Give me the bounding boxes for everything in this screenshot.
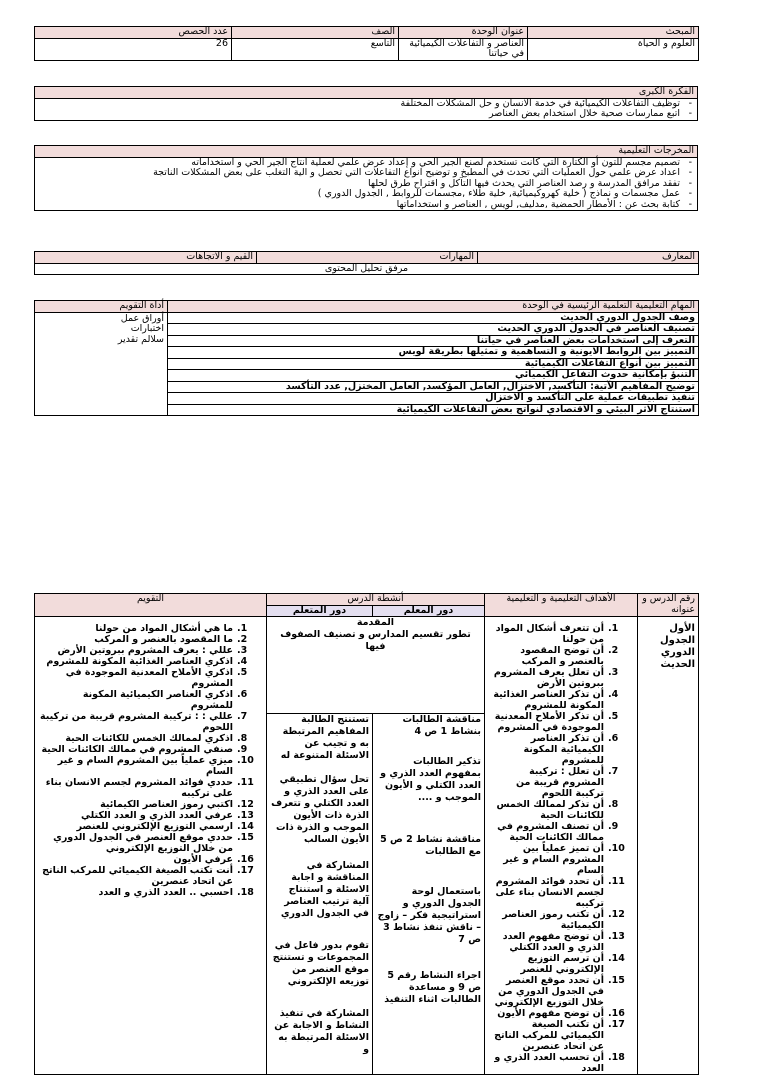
- subject-value: العلوم و الحياة: [528, 38, 699, 60]
- task-item: توضيح المفاهيم الآتية: التأكسد, الاختزال, العامل المؤكسد, العامل المختزل, عدد التأكسد: [168, 381, 699, 393]
- evaluation-tool: اختبارات: [130, 323, 164, 334]
- activities-header: أنشطة الدرس: [267, 594, 485, 606]
- task-item: تصنيف العناصر في الجدول الدوري الحديث: [168, 324, 699, 336]
- evaluation-item-text: ما هي أشكال المواد من حولنا: [95, 623, 233, 634]
- teacher-role-header: دور المعلم: [373, 605, 485, 617]
- objective-item-text: أن تعلل يعرف المشروم ببروتين الأرض: [493, 667, 604, 689]
- evaluation-item: [38, 865, 263, 887]
- student-activity: تستنتج الطالبة المفاهيم المرتبطة به و تجيب عن الاسئلة المتنوعة له: [280, 714, 369, 761]
- task-item: التمييز بين الروابط الايونية و التساهمية و تمثيلها بطريقة لويس: [168, 347, 699, 359]
- evaluation-item: [38, 832, 263, 854]
- objective-item-text: أن تذكر لممالك الخمس للكائنات الحية: [496, 799, 604, 821]
- knowledge-label: المعارف: [478, 252, 699, 264]
- lesson-number-header: رقم الدرس و عنوانه: [638, 594, 699, 617]
- evaluation-item-text: اكتبي رموز العناصر الكيمائية: [100, 799, 233, 810]
- teacher-activity: تذكير الطالبات بمفهوم العدد الذري و العدد الكتلي و الأيون الموجب و ....: [380, 756, 481, 803]
- objective-item: [488, 711, 634, 733]
- intro-label: المقدمة: [356, 617, 395, 628]
- evaluation-item-number: 3.: [237, 645, 248, 656]
- objective-item-number: 15.: [608, 975, 625, 986]
- objective-item-number: 10.: [608, 843, 625, 854]
- evaluation-item-text: احسبي .. العدد الذري و العدد: [98, 887, 233, 898]
- classes-label: عدد الحصص: [35, 27, 232, 39]
- objective-item: [488, 733, 634, 766]
- objective-item-text: أن ترسم التوزيع الإلكتروني للعنصر: [520, 953, 604, 975]
- evaluation-item-text: عللي : : تركيبة المشروم قريبة من تركيبة اللحوم: [39, 711, 233, 733]
- lesson-table: [34, 593, 699, 1075]
- objective-item-text: أن تحسب العدد الذري و العدد: [494, 1052, 604, 1074]
- objective-item-text: أن تذكر العناصر الكيميائية المكونة للمشروم: [523, 733, 604, 766]
- subject-label: المبحث: [528, 27, 699, 39]
- output-item: - تفقد مرافق المدرسة و رصد العناصر التي يحدث فيها التآكل و اقتراح طرق لحلها: [38, 179, 680, 190]
- objective-item-text: أن تتعرف أشكال المواد من حولنا: [495, 623, 604, 645]
- evaluation-item-number: 12.: [237, 799, 254, 810]
- evaluation-item: [38, 634, 263, 645]
- objective-item-number: 12.: [608, 909, 625, 920]
- evaluation-item-number: 8.: [237, 733, 248, 744]
- evaluation-item-text: حددي فوائد المشروم لجسم الانسان بناء على تركيبه: [45, 777, 233, 799]
- objective-item: [488, 975, 634, 1008]
- evaluation-item: [38, 689, 263, 711]
- evaluation-item-number: 4.: [237, 656, 248, 667]
- objective-item-text: أن تحدد موقع العنصر في الجدول الدوري من خلال التوزيع الإلكتروني: [494, 975, 604, 1008]
- objective-item-text: أن تصنف المشروم في ممالك الكائنات الحية: [497, 821, 604, 843]
- evaluation-header: التقويم: [35, 594, 267, 617]
- task-item: تنفيذ تطبيقات عملية على التأكسد و الاختزال: [168, 393, 699, 405]
- evaluation-item-text: أنت تكتب الصيغة الكيميائي للمركب الناتج عن اتحاد عنصرين: [42, 865, 233, 887]
- objective-item-text: أن تكتب الصيغة الكيميائي للمركب الناتج عن اتحاد عنصرين: [494, 1019, 604, 1052]
- evaluation-item: [38, 733, 263, 744]
- evaluation-item-text: اذكري العناصر الغذائية المكونة للمشروم: [46, 656, 233, 667]
- evaluation-item-number: 13.: [237, 810, 254, 821]
- output-item: - كتابة بحث عن : الأمطار الحمضية ,مدليف, لويس , العناصر و استخداماتها: [38, 200, 680, 211]
- big-idea-header: الفكرة الكبرى: [35, 87, 698, 99]
- student-activity: المشاركة في المناقشة و اجابة الاسئلة و استنتاج آلية ترتيب العناصر في الجدول الدوري: [280, 860, 369, 919]
- grade-label: الصف: [232, 27, 399, 39]
- student-activity: تحل سؤال تطبيقي على العدد الذري و العدد الكتلي و تتعرف الذرة ذات الأيون الموجب و الذرة ذات الأيون السالب: [271, 774, 369, 845]
- knowledge-table: [34, 251, 699, 275]
- objective-item: [488, 843, 634, 876]
- evaluation-item-number: 10.: [237, 755, 254, 766]
- evaluation-item: [38, 799, 263, 810]
- evaluation-tool-header: أداة التقويم: [35, 301, 168, 313]
- objective-item-number: 3.: [608, 667, 619, 678]
- output-item: - عمل مجسمات و نماذج ( خلية كهروكيميائية, خلية طلاء ,مجسمات للروابط , الجدول الدوري ): [38, 189, 680, 200]
- evaluation-item: [38, 711, 263, 733]
- big-idea-table: [34, 86, 698, 121]
- evaluation-item-text: عرفي الأيون: [173, 854, 233, 865]
- output-item: - تصميم مجسم للتون أو الكتارة التي كانت تستخدم لصنع الجير الحي و إعداد عرض علمي لعملية انتاج الجير الحي و استخداماته: [38, 158, 680, 169]
- evaluation-item: [38, 645, 263, 656]
- objective-item-number: 5.: [608, 711, 619, 722]
- evaluation-item-number: 18.: [237, 887, 254, 898]
- evaluation-item: [38, 887, 263, 898]
- evaluation-tool: سلالم تقدير: [117, 333, 164, 345]
- objective-item-text: أن توضح مفهوم العدد الذري و العدد الكتلي: [502, 931, 604, 953]
- objective-item-number: 11.: [608, 876, 625, 887]
- evaluation-item-number: 15.: [237, 832, 254, 843]
- skills-label: المهارات: [257, 252, 478, 264]
- objective-item-number: 17.: [608, 1019, 625, 1030]
- evaluation-item-number: 2.: [237, 634, 248, 645]
- lesson-title: الأول الجدول الدوري الحديث: [638, 617, 699, 1075]
- student-activity: تقوم بدور فاعل في المجموعات و تستنتج موقع العنصر من توزيعه الإلكتروني: [272, 940, 369, 987]
- content-analysis-attachment: مرفق تحليل المحتوى: [35, 263, 699, 275]
- evaluation-item-number: 11.: [237, 777, 254, 788]
- evaluation-item: [38, 755, 263, 777]
- objective-item: [488, 766, 634, 799]
- big-idea-list: [38, 99, 694, 120]
- evaluation-item-text: عللي : يعرف المشروم ببروتين الأرض: [57, 645, 233, 656]
- outputs-list: [38, 158, 694, 211]
- objective-item-number: 7.: [608, 766, 619, 777]
- objective-item: [488, 909, 634, 931]
- objective-item-number: 13.: [608, 931, 625, 942]
- objective-item-text: أن تكتب رموز العناصر الكيميائية: [502, 909, 604, 931]
- evaluation-item-text: اذكري العناصر الكيميائية المكونة للمشروم: [82, 689, 233, 711]
- objective-item: [488, 799, 634, 821]
- objective-item-text: أن تحدد فوائد المشروم لجسم الانسان بناء على تركيبه: [495, 876, 604, 909]
- objective-item: [488, 667, 634, 689]
- big-idea-item: - توظيف التفاعلات الكيميائية في خدمة الانسان و حل المشكلات المختلفة: [38, 99, 680, 110]
- evaluation-item-number: 16.: [237, 854, 254, 865]
- teacher-activity: باستعمال لوحة الجدول الدوري و استراتيجية فكر – زاوج – ناقش تنفذ نشاط 3 ص 7: [377, 886, 481, 945]
- objective-item-text: أن تذكر الأملاح المعدنية الموجودة في المشروم: [494, 711, 604, 733]
- evaluation-item: [38, 623, 263, 634]
- evaluation-item-number: 17.: [237, 865, 254, 876]
- classes-value: 26: [35, 38, 232, 60]
- evaluation-item: [38, 854, 263, 865]
- student-role-header: دور المتعلم: [267, 605, 373, 617]
- teacher-activity: اجراء النشاط رقم 5 ص 9 و مساعدة الطالبات اثناء التنفيذ: [384, 970, 481, 1005]
- objective-item: [488, 1008, 634, 1019]
- evaluation-item-number: 14.: [237, 821, 254, 832]
- big-idea-item: - اتبع ممارسات صحية خلال استخدام بعض العناصر: [38, 109, 680, 120]
- teacher-activity: مناقشة الطالبات بنشاط 1 ص 4: [402, 714, 481, 737]
- output-item: - اعداد عرض علمي حول العمليات التي تحدث في المطبخ و توضيح انواع التفاعلات التي تحصل و الية التغلب على بعض المشكلات الناتجة: [38, 168, 680, 179]
- evaluation-item-text: ارسمي التوزيع الإلكتروني للعنصر: [76, 821, 233, 832]
- objective-item-text: أن تعلل : تركيبة المشروم قريبة من تركيبة اللحوم: [515, 766, 604, 799]
- evaluation-item: [38, 810, 263, 821]
- evaluation-item: [38, 667, 263, 689]
- evaluation-item-text: صنفي المشروم في ممالك الكائنات الحية: [41, 744, 233, 755]
- evaluation-item-number: 5.: [237, 667, 248, 678]
- evaluation-item: [38, 744, 263, 755]
- objective-item: [488, 689, 634, 711]
- objective-item-number: 18.: [608, 1052, 625, 1063]
- objective-item-number: 9.: [608, 821, 619, 832]
- tasks-table: [34, 300, 699, 416]
- evaluation-item-text: عرفي العدد الذري و العدد الكتلي: [81, 810, 233, 821]
- evaluation-item-text: ما المقصود بالعنصر و المركب: [94, 634, 233, 645]
- objective-item: [488, 931, 634, 953]
- objective-item-number: 2.: [608, 645, 619, 656]
- objectives-header: الأهداف التعليمية و التعليمية: [485, 594, 638, 617]
- evaluation-item: [38, 656, 263, 667]
- grade-value: التاسع: [232, 38, 399, 60]
- evaluation-item-number: 9.: [237, 744, 248, 755]
- evaluation-item-number: 6.: [237, 689, 248, 700]
- outputs-table: [34, 145, 698, 211]
- objective-item-number: 14.: [608, 953, 625, 964]
- objective-item: [488, 876, 634, 909]
- unit-title-value: العناصر و التفاعلات الكيميائية في حياتنا: [399, 38, 528, 60]
- task-item: وصف الجدول الدوري الحديث: [168, 312, 699, 324]
- objective-item: [488, 1052, 634, 1074]
- objective-item: [488, 645, 634, 667]
- evaluation-item-text: ميزي عملياً بين المشروم السام و غير السام: [57, 755, 233, 777]
- evaluation-item-text: اذكري الأملاح المعدنية الموجودة في المشروم: [65, 667, 233, 689]
- evaluation-item-number: 1.: [237, 623, 248, 634]
- objective-item-number: 8.: [608, 799, 619, 810]
- objectives-list: [488, 623, 634, 1074]
- objective-item-text: أن توضح المقصود بالعنصر و المركب: [520, 645, 604, 667]
- unit-title-label: عنوان الوحدة: [399, 27, 528, 39]
- evaluation-item-number: 7.: [237, 711, 248, 722]
- evaluation-item: [38, 821, 263, 832]
- task-item: التنبؤ بإمكانية حدوث التفاعل الكيميائي: [168, 370, 699, 382]
- values-label: القيم و الاتجاهات: [35, 252, 257, 264]
- objective-item-number: 6.: [608, 733, 619, 744]
- evaluation-item-text: اذكري لممالك الخمس للكائنات الحية: [65, 733, 233, 744]
- objective-item-number: 1.: [608, 623, 619, 634]
- evaluation-item-text: حددي موقع العنصر في الجدول الدوري من خلال التوزيع الإلكتروني: [53, 832, 233, 854]
- objective-item-text: أن تميز عملياً بين المشروم السام و غير السام: [503, 843, 604, 876]
- intro-text: تطور تقسيم المدارس و تصنيف الصفوف فيها: [280, 629, 471, 652]
- evaluation-item: [38, 777, 263, 799]
- task-item: التعرف إلى استخدامات بعض العناصر في حياتنا: [168, 335, 699, 347]
- objective-item: [488, 821, 634, 843]
- objective-item-number: 16.: [608, 1008, 625, 1019]
- objective-item-text: أن توضح مفهوم الأيون: [497, 1008, 604, 1019]
- objective-item: [488, 623, 634, 645]
- objective-item-number: 4.: [608, 689, 619, 700]
- evaluation-tool: أوراق عمل: [120, 312, 164, 324]
- objective-item-text: أن تذكر العناصر الغذائية المكونة للمشروم: [493, 689, 604, 711]
- objective-item: [488, 953, 634, 975]
- task-item: استنتاج الاثر البيئي و الاقتصادي لنواتج بعض التفاعلات الكيميائية: [168, 404, 699, 416]
- evaluation-list: [38, 623, 263, 898]
- outputs-header: المخرجات التعليمية: [35, 146, 698, 158]
- task-item: التمييز بين أنواع التفاعلات الكيميائية: [168, 358, 699, 370]
- info-table: [34, 26, 699, 61]
- tasks-header: المهام التعليمية التعلمية الرئيسية في الوحدة: [168, 301, 699, 313]
- student-activity: المشاركة في تنفيذ النشاط و الاجابة عن الاسئلة المرتبطة به و: [274, 1008, 369, 1055]
- teacher-activity: مناقشة نشاط 2 ص 5 مع الطالبات: [380, 834, 481, 857]
